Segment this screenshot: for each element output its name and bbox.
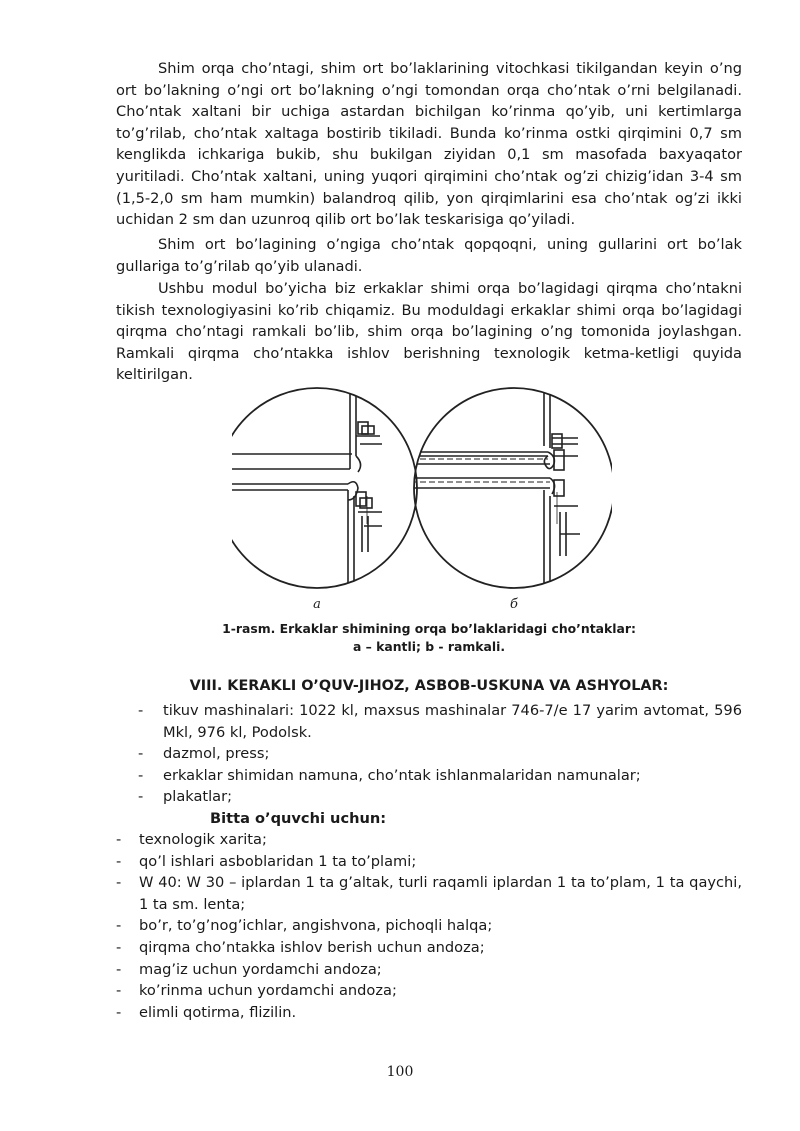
list-item <box>116 937 742 959</box>
equipment-list <box>138 700 742 808</box>
list-item <box>116 829 742 851</box>
pocket-figure <box>232 384 612 616</box>
list-item-text: bo’r, to’g’nog’ichlar, angishvona, pichoqli halqa; <box>139 917 493 935</box>
detail-b-drawing <box>402 384 612 612</box>
list-dash: - <box>116 917 122 935</box>
list-dash: - <box>138 766 144 784</box>
section-heading: VIII. KERAKLI O’QUV-JIHOZ, ASBOB-USKUNA VA ASHYOLAR: <box>189 678 669 694</box>
label-b: б <box>510 597 518 612</box>
list-item-text: plakatlar; <box>163 788 233 806</box>
list-item-text: tikuv mashinalari: 1022 kl, maxsus mashinalar 746-7/e 17 yarim avtomat, 596 Mkl, 976 kl, Podolsk. <box>163 702 742 741</box>
paragraph-2 <box>116 234 742 277</box>
list-dash: - <box>116 1003 122 1021</box>
paragraph-text: Shim orqa cho’ntagi, shim ort bo’laklarining vitochkasi tikilgandan keyin o’ng ort bo’lakning o’ngi ort bo’lakning o’ngi tomondan orqa cho’ntak o’rni belgilanadi. Cho’ntak xaltani bir uchiga astardan bichilgan ko’rinma qo’yib, uni kertimlarga to’g’rilab, cho’ntak xaltaga bostirib tikiladi. Bunda ko’rinma ostki qirqimini 0,7 sm kenglikda ichkariga bukib, shu bukilgan ziyidan 0,1 sm masofada baxyaqator yuritiladi. Cho’ntak xaltani, uning yuqori qirqimini cho’ntak og’zi chizig’idan 3-4 sm (1,5-2,0 sm ham mumkin) balandroq qilib, yon qirqimlarini esa cho’ntak og’zi ikki uchidan 2 sm dan uzunroq qilib ort bo’lak teskarisiga qo’yiladi. <box>116 60 742 229</box>
list-item-text: ko’rinma uchun yordamchi andoza; <box>139 982 397 1000</box>
paragraph-text: Ushbu modul bo’yicha biz erkaklar shimi orqa bo’lagidagi qirqma cho’ntakni tikish texnologiyasini ko’rib chiqamiz. Bu moduldagi erkaklar shimi orqa bo’lagidagi qirqma cho’ntagi ramkali bo’lib, shim orqa bo’lagining o’ng tomonida joylashgan. Ramkali qirqma cho’ntakka ishlov berishning texnologik ketma-ketligi quyida keltirilgan. <box>116 280 742 384</box>
list-item <box>116 959 742 981</box>
paragraph-text: Shim ort bo’lagining o’ngiga cho’ntak qopqoqni, uning gullarini ort bo’lak gullariga to’g’rilab qo’yib ulanadi. <box>116 236 742 275</box>
list-dash: - <box>138 702 144 719</box>
list-item <box>138 700 742 743</box>
paragraph-3 <box>116 278 742 386</box>
list-dash: - <box>138 788 144 806</box>
list-item-text: qo’l ishlari asboblaridan 1 ta to’plami; <box>139 852 417 870</box>
list-item <box>138 786 742 808</box>
student-supplies-list <box>116 829 742 1023</box>
pocket-diagram <box>232 384 612 616</box>
list-dash: - <box>116 982 122 1000</box>
list-item <box>116 915 742 937</box>
list-dash: - <box>116 852 122 870</box>
label-a: а <box>313 597 321 612</box>
list-item <box>116 1002 742 1024</box>
figure-caption-title: 1-rasm. Erkaklar shimining orqa bo’laklaridagi cho’ntaklar: <box>222 621 636 636</box>
list-dash: - <box>116 831 122 848</box>
list-item <box>138 765 742 787</box>
list-item <box>138 743 742 765</box>
list-item-text: erkaklar shimidan namuna, cho’ntak ishlanmalaridan namunalar; <box>163 766 641 784</box>
list-item-text: qirqma cho’ntakka ishlov berish uchun andoza; <box>139 938 485 956</box>
detail-a-drawing <box>232 384 417 612</box>
page-number: 100 <box>386 1064 414 1080</box>
list-dash: - <box>116 874 122 892</box>
list-item-text: elimli qotirma, flizilin. <box>139 1003 297 1021</box>
list-item <box>116 980 742 1002</box>
list-item-text: mag’iz uchun yordamchi andoza; <box>139 960 382 978</box>
figure-caption-legend: a – kantli; b - ramkali. <box>352 639 506 654</box>
list-item <box>116 872 742 915</box>
list-item-text: texnologik xarita; <box>139 831 267 848</box>
student-subheading: Bitta o’quvchi uchun: <box>210 810 387 827</box>
list-dash: - <box>138 745 144 763</box>
paragraph-1 <box>116 58 742 231</box>
list-dash: - <box>116 938 122 956</box>
list-dash: - <box>116 960 122 978</box>
list-item-text: dazmol, press; <box>163 745 270 763</box>
list-item-text: W 40: W 30 – iplardan 1 ta g’altak, turli raqamli iplardan 1 ta to’plam, 1 ta qaychi, 1 ta sm. lenta; <box>139 874 742 913</box>
list-item <box>116 851 742 873</box>
